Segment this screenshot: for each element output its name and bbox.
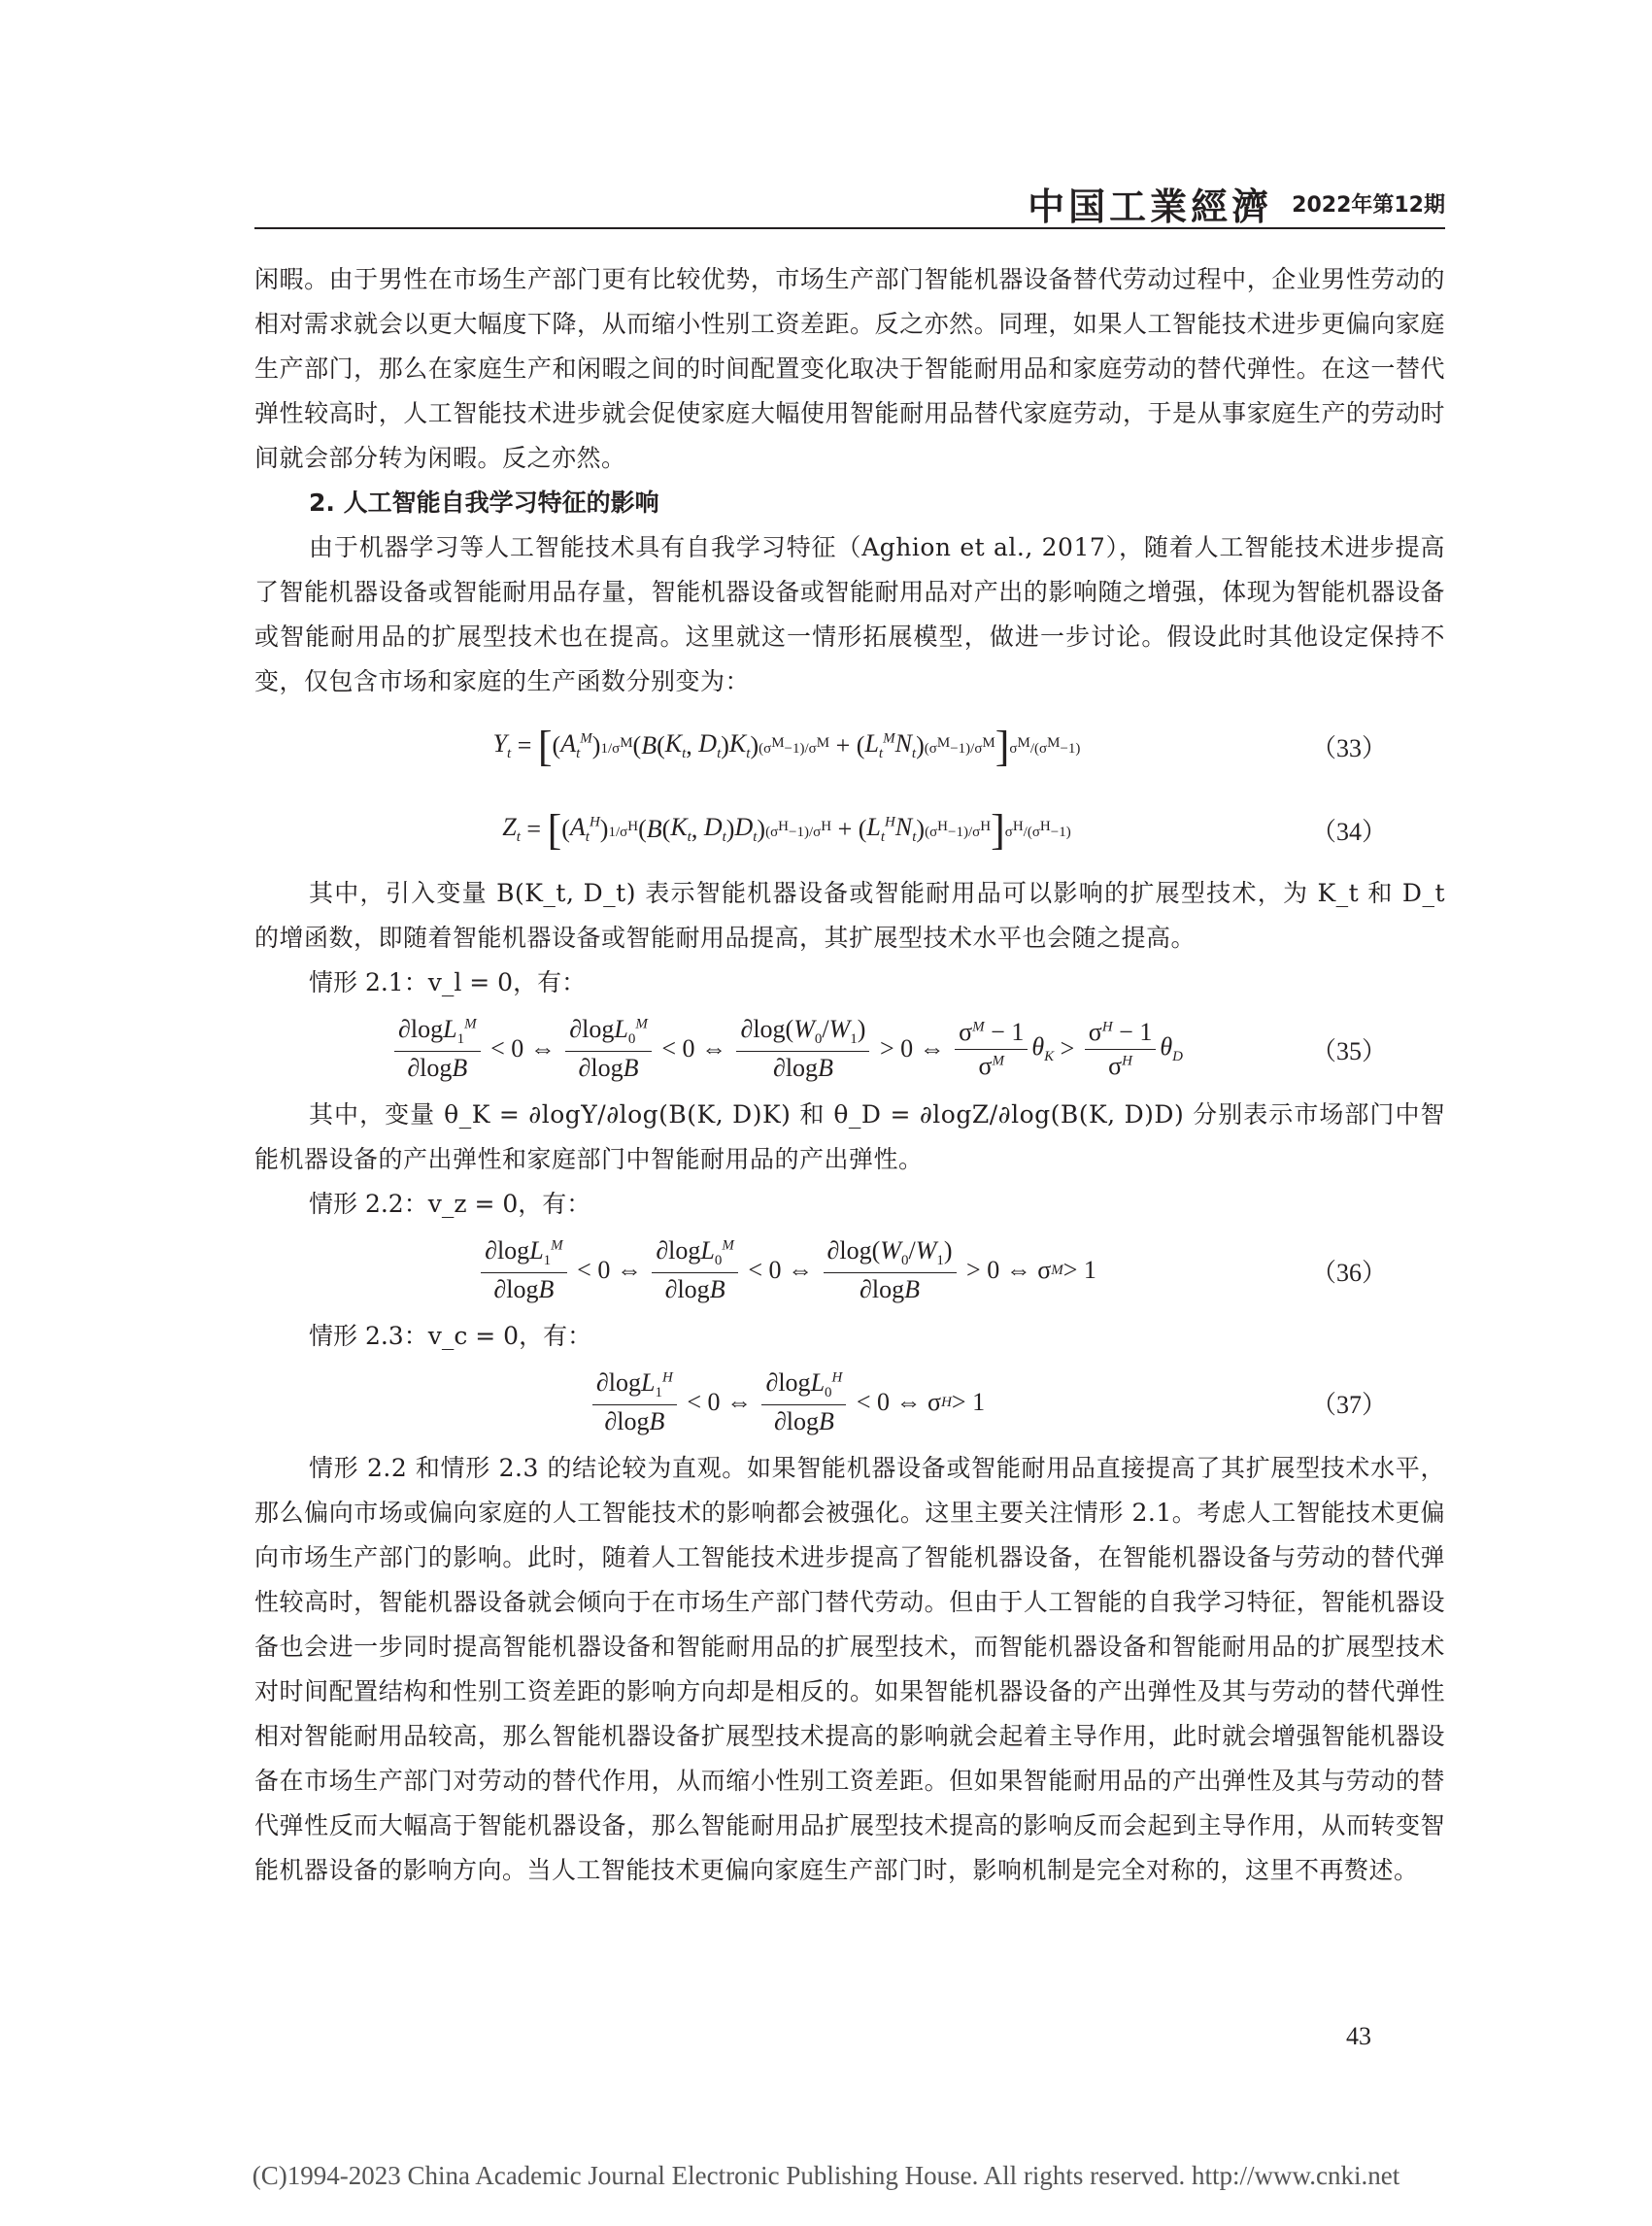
section-heading: 2. 人工智能自我学习特征的影响 xyxy=(309,489,659,517)
running-header xyxy=(254,179,1445,227)
equation-number: （37） xyxy=(1310,1390,1387,1419)
paragraph: 闲暇。由于男性在市场生产部门更有比较优势，市场生产部门智能机器设备替代劳动过程中，企业男性劳动的相对需求就会以更大幅度下降，从而缩小性别工资差距。反之亦然。同理，如果人工智能技术进步更偏向家庭生产部门，那么在家庭生产和闲暇之间的时间配置变化取决于智能耐用品和家庭劳动的替代弹性。在这一替代弹性较高时，人工智能技术进步就会促使家庭大幅使用智能耐用品替代家庭劳动，于是从事家庭生产的劳动时间就会部分转为闲暇。反之亦然。 xyxy=(254,265,1445,472)
equation-34 xyxy=(254,788,1445,871)
equation-33 xyxy=(254,704,1445,788)
equation-number: （34） xyxy=(1310,817,1387,846)
journal-title: 中国工業經濟 xyxy=(1028,185,1273,228)
copyright-footer: (C)1994-2023 China Academic Journal Electronic Publishing House. All rights reserved. http://www.cnki.net xyxy=(252,2161,1400,2190)
equation-number: （36） xyxy=(1310,1258,1387,1287)
equation-number: （33） xyxy=(1310,733,1387,762)
header-rule xyxy=(254,227,1445,229)
case-label: 情形 2.3：v_c = 0，有： xyxy=(309,1322,592,1350)
equation-36 xyxy=(254,1227,1445,1314)
equation-35 xyxy=(254,1005,1445,1093)
paragraph: 其中，变量 θ_K = ∂logY/∂log(B(K, D)K) 和 θ_D = ∂logZ/∂log(B(K, D)D) 分别表示市场部门中智能机器设备的产出弹性和家庭部门中智能耐用品的产出弹性。 xyxy=(254,1100,1445,1173)
paragraph: 其中，引入变量 B(K_t, D_t) 表示智能机器设备或智能耐用品可以影响的扩展型技术，为 K_t 和 D_t 的增函数，即随着智能机器设备或智能耐用品提高，其扩展型技术水平也会随之提高。 xyxy=(254,879,1445,952)
equation-formula: $Y_t$ = [ ( $A_t^M$ ) $1/\sigma^M$ ( B ( $K_t$ , $D_t$ ) $K_t$ ) $(\sigma^M-1)/\sigma^M$ + ( $L_t^MN_t$ ) $(\sigma^M-1)/\sigma^M$ ] $\sigma^M/(\sigma^M-1)$ xyxy=(492,722,1081,770)
paragraph: 情形 2.2 和情形 2.3 的结论较为直观。如果智能机器设备或智能耐用品直接提高了其扩展型技术水平，那么偏向市场或偏向家庭的人工智能技术的影响都会被强化。这里主要关注情形 2.1。考虑人工智能技术更偏向市场生产部门的影响。此时，随着人工智能技术进步提高了智能机器设备，在智能机器设备与劳动的替代弹性较高时，智能机器设备就会倾向于在市场生产部门替代劳动。但由于人工智能的自我学习特征，智能机器设备也会进一步同时提高智能机器设备和智能耐用品的扩展型技术，而智能机器设备和智能耐用品的扩展型技术对时间配置结构和性别工资差距的影响方向却是相反的。如果智能机器设备的产出弹性及其与劳动的替代弹性相对智能耐用品较高，那么智能机器设备扩展型技术提高的影响就会起着主导作用，此时就会增强智能机器设备在市场生产部门对劳动的替代作用，从而缩小性别工资差距。但如果智能耐用品的产出弹性及其与劳动的替代弹性反而大幅高于智能机器设备，那么智能耐用品扩展型技术提高的影响反而会起到主导作用，从而转变智能机器设备的影响方向。当人工智能技术更偏向家庭生产部门时，影响机制是完全对称的，这里不再赘述。 xyxy=(254,1454,1445,1884)
article-body xyxy=(254,257,1445,1893)
case-label: 情形 2.2：v_z = 0，有： xyxy=(309,1190,591,1218)
case-label: 情形 2.1：v_l = 0，有： xyxy=(309,968,587,996)
issue-label: 2022年第12期 xyxy=(1292,192,1445,218)
equation-formula: $Z_t$ = [ ( $A_t^H$ ) $1/\sigma^H$ ( B ( $K_t$ , $D_t$ ) $D_t$ ) $(\sigma^H-1)/\sigma^H$ + ( $L_t^HN_t$ ) $(\sigma^H-1)/\sigma^H$ ] $\sigma^H/(\sigma^H-1)$ xyxy=(502,805,1071,854)
equation-formula: $\frac{\partial\log L_1^H}{\partial\log B}$ < 0 ⇔ $\frac{\partial\log L_0^H}{\partial\log B}$ < 0 ⇔ σ H > 1 xyxy=(254,1359,1319,1446)
paragraph: 由于机器学习等人工智能技术具有自我学习特征（Aghion et al., 2017），随着人工智能技术进步提高了智能机器设备或智能耐用品存量，智能机器设备或智能耐用品对产出的影响随之增强，体现为智能机器设备或智能耐用品的扩展型技术也在提高。这里就这一情形拓展模型，做进一步讨论。假设此时其他设定保持不变，仅包含市场和家庭的生产函数分别变为： xyxy=(254,533,1445,695)
equation-37 xyxy=(254,1359,1445,1446)
equation-number: （35） xyxy=(1310,1036,1387,1065)
page-number: 43 xyxy=(1346,2022,1371,2050)
equation-formula: $\frac{\partial\log L_1^M}{\partial\log B}$ < 0 ⇔ $\frac{\partial\log L_0^M}{\partial\log B}$ < 0 ⇔ $\frac{\partial\log(W_0/W_1)}{\partial\log B}$ > 0 ⇔ $\frac{\sigma^M - 1}{\sigma^M}$ $\theta_K$ > $\frac{\sigma^H - 1}{\sigma^H}$ $\theta_D$ xyxy=(254,1005,1319,1093)
equation-formula: $\frac{\partial\log L_1^M}{\partial\log B}$ < 0 ⇔ $\frac{\partial\log L_0^M}{\partial\log B}$ < 0 ⇔ $\frac{\partial\log(W_0/W_1)}{\partial\log B}$ > 0 ⇔ σ M > 1 xyxy=(254,1227,1319,1314)
